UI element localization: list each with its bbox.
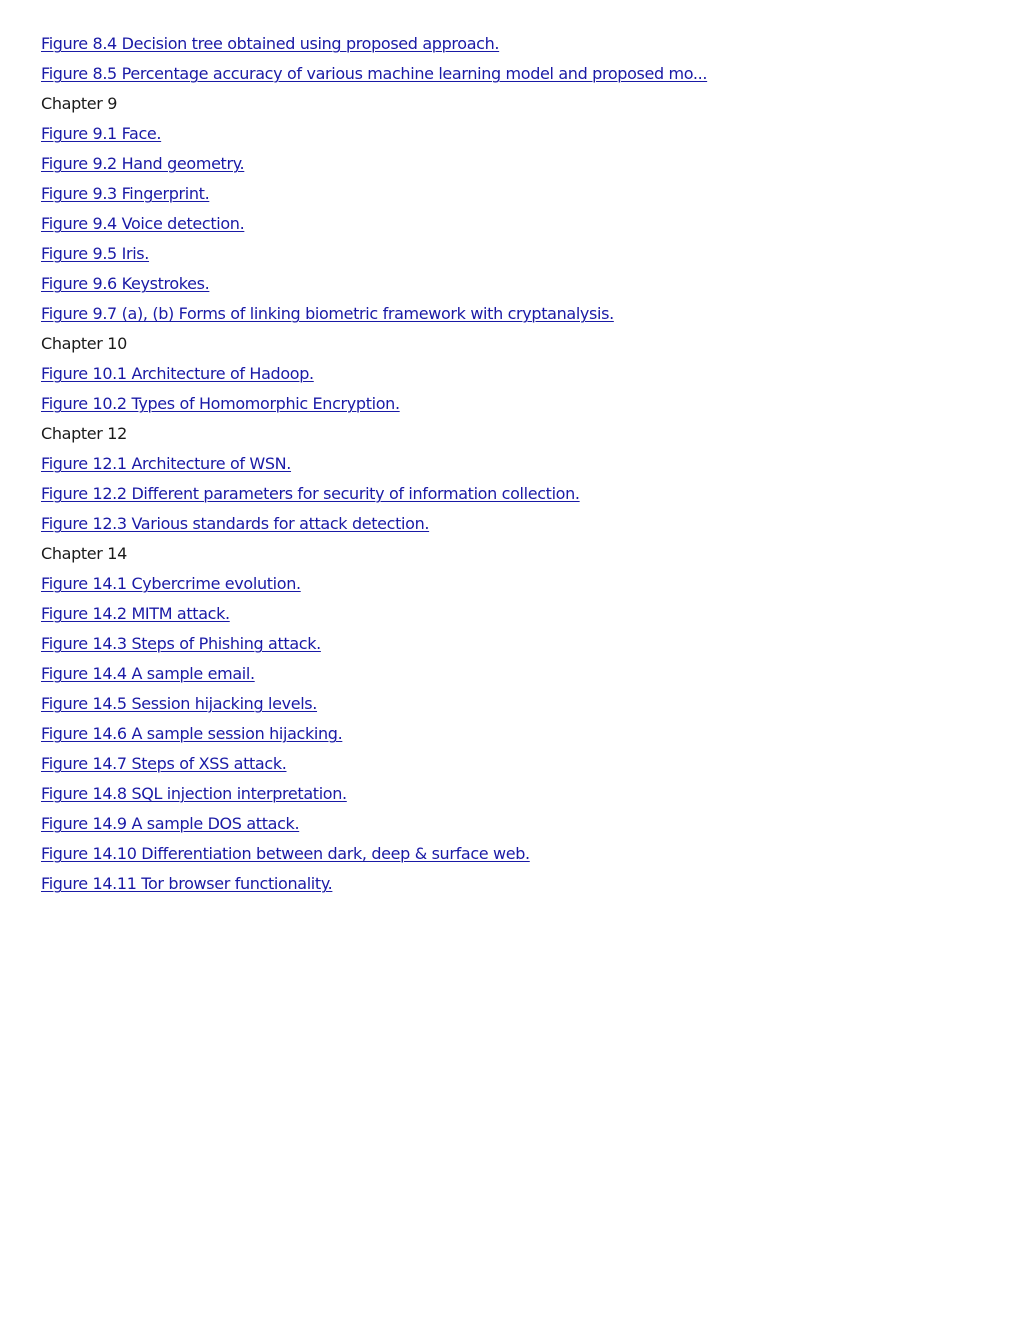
figure-link-12-2[interactable]: [41, 482, 707, 512]
figure-link-text[interactable]: Figure 9.2 Hand geometry.: [41, 154, 245, 173]
chapter-heading-12: Chapter 12: [41, 424, 127, 443]
chapter-heading-10: Chapter 10: [41, 334, 127, 353]
figure-link-text[interactable]: Figure 9.1 Face.: [41, 124, 162, 143]
figure-link-14-6[interactable]: [41, 722, 707, 752]
figure-link-14-1[interactable]: [41, 572, 707, 602]
chapter-heading-14: Chapter 14: [41, 544, 127, 563]
figure-link-12-1[interactable]: [41, 452, 707, 482]
figure-link-9-4[interactable]: [41, 212, 707, 242]
figure-link-text[interactable]: Figure 9.6 Keystrokes.: [41, 274, 210, 293]
figure-link-text[interactable]: Figure 14.7 Steps of XSS attack.: [41, 754, 287, 773]
figure-link-9-1[interactable]: [41, 122, 707, 152]
figure-link-12-3[interactable]: [41, 512, 707, 542]
figure-link-text[interactable]: Figure 14.5 Session hijacking levels.: [41, 694, 318, 713]
figure-link-9-6[interactable]: [41, 272, 707, 302]
figure-link-9-7[interactable]: [41, 302, 707, 332]
figure-link-text[interactable]: Figure 14.4 A sample email.: [41, 664, 255, 683]
figure-link-text[interactable]: Figure 9.5 Iris.: [41, 244, 150, 263]
figure-link-text[interactable]: Figure 9.3 Fingerprint.: [41, 184, 210, 203]
figure-link-14-2[interactable]: [41, 602, 707, 632]
figure-link-14-3[interactable]: [41, 632, 707, 662]
figure-link-text[interactable]: Figure 14.11 Tor browser functionality.: [41, 874, 333, 893]
figure-link-text[interactable]: Figure 14.1 Cybercrime evolution.: [41, 574, 301, 593]
figure-link-14-4[interactable]: [41, 662, 707, 692]
figure-link-9-3[interactable]: [41, 182, 707, 212]
figure-link-text[interactable]: Figure 10.1 Architecture of Hadoop.: [41, 364, 314, 383]
figure-link-14-10[interactable]: [41, 842, 707, 872]
figure-link-text[interactable]: Figure 14.8 SQL injection interpretation.: [41, 784, 347, 803]
figure-link-text[interactable]: Figure 9.7 (a), (b) Forms of linking biometric framework with cryptanalysis.: [41, 304, 614, 323]
figure-link-text[interactable]: Figure 12.3 Various standards for attack detection.: [41, 514, 430, 533]
figure-link-8-4[interactable]: [41, 32, 707, 62]
figure-link-text[interactable]: Figure 12.2 Different parameters for security of information collection.: [41, 484, 580, 503]
figure-link-text[interactable]: Figure 10.2 Types of Homomorphic Encryption.: [41, 394, 400, 413]
figure-link-9-5[interactable]: [41, 242, 707, 272]
figure-link-text[interactable]: Figure 8.5 Percentage accuracy of various machine learning model and proposed mo...: [41, 64, 708, 83]
figure-link-text[interactable]: Figure 14.2 MITM attack.: [41, 604, 230, 623]
figure-link-9-2[interactable]: [41, 152, 707, 182]
figure-link-14-9[interactable]: [41, 812, 707, 842]
figure-link-text[interactable]: Figure 14.10 Differentiation between dark, deep & surface web.: [41, 844, 530, 863]
figure-link-text[interactable]: Figure 14.6 A sample session hijacking.: [41, 724, 343, 743]
figure-link-text[interactable]: Figure 14.9 A sample DOS attack.: [41, 814, 300, 833]
figure-link-14-7[interactable]: [41, 752, 707, 782]
figure-link-10-1[interactable]: [41, 362, 707, 392]
figure-link-14-11[interactable]: [41, 872, 707, 902]
figure-link-text[interactable]: Figure 14.3 Steps of Phishing attack.: [41, 634, 321, 653]
figure-link-10-2[interactable]: [41, 392, 707, 422]
chapter-heading-9: Chapter 9: [41, 94, 118, 113]
figure-link-8-5[interactable]: [41, 62, 707, 92]
figure-link-text[interactable]: Figure 12.1 Architecture of WSN.: [41, 454, 292, 473]
figure-list: [41, 32, 707, 902]
figure-link-14-5[interactable]: [41, 692, 707, 722]
figure-link-14-8[interactable]: [41, 782, 707, 812]
figure-link-text[interactable]: Figure 8.4 Decision tree obtained using proposed approach.: [41, 34, 500, 53]
figure-link-text[interactable]: Figure 9.4 Voice detection.: [41, 214, 245, 233]
